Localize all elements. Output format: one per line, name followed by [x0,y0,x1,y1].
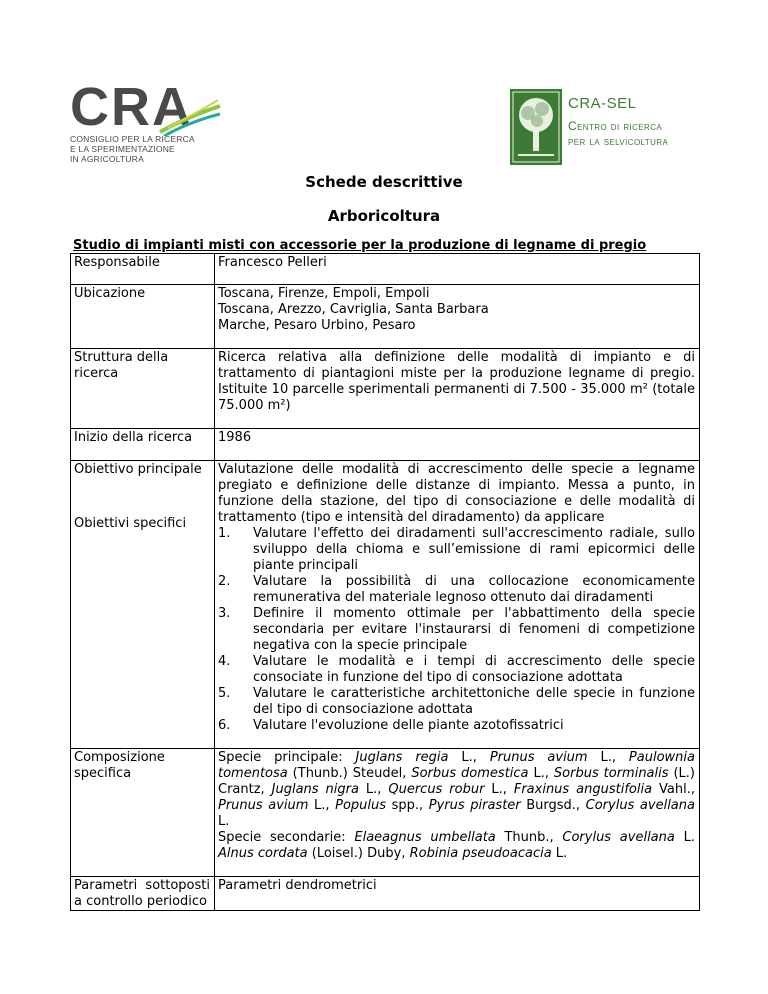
species-name: Paulownia tomentosa [218,750,695,781]
cra-sel-logo [510,89,710,165]
row-value: Francesco Pelleri [215,254,700,285]
species-author: (Loisel.) Duby, [307,846,410,861]
sel-logo-line: per la selvicoltura [568,134,669,148]
specific-objectives-list [218,526,695,734]
row-label-text: Obiettivo principale [74,462,202,477]
row-label: Struttura della ricerca [71,349,215,429]
cra-logo [70,77,220,170]
list-text: Valutare l'effetto dei diradamenti sull'accrescimento radiale, sullo sviluppo della chioma e sull’emissione di rami epicormici delle piante principali [253,526,695,573]
species-name: Alnus cordata [218,846,308,861]
tree-emblem-icon [510,89,562,165]
species-author: Thunb., [495,830,563,845]
list-number: 5. [218,686,231,701]
species-author: L. [674,830,695,845]
list-item [218,526,695,574]
species-author: L., [358,782,389,797]
species-name: Sorbus torminalis [553,766,669,781]
species-author: L., [587,750,629,765]
species-name: Juglans regia [355,750,449,765]
row-label: Inizio della ricerca [71,429,215,461]
table-row [71,749,700,877]
species-label: Specie secondarie: [218,830,355,845]
table-row [71,877,700,911]
row-value [215,749,700,877]
species-author: L., [528,766,554,781]
list-text: Definire il momento ottimale per l'abbattimento della specie secondaria per evitare l'instaurarsi di fenomeni di competizione negativa con la specie principale [253,606,695,653]
cra-logo-subtitle [70,135,195,165]
species-author: L., [484,782,514,797]
secondary-species-paragraph [218,830,695,862]
sel-logo-name: CRA-SEL [568,95,637,112]
row-label: Composizione specifica [71,749,215,877]
species-name: Sorbus domestica [411,766,529,781]
species-name: Elaeagnus umbellata [354,830,496,845]
species-name: Quercus robur [388,782,485,797]
species-label: Specie principale: [218,750,356,765]
row-value [215,461,700,749]
species-name: Juglans nigra [271,782,359,797]
table-row [71,349,700,429]
row-label: Ubicazione [71,285,215,349]
section-title: Arboricoltura [327,207,441,225]
page-title: Schede descrittive [305,173,463,191]
list-text: Valutare le modalità e i tempi di accrescimento delle specie consociate in funzione del tipo di consociazione adottata [253,654,695,685]
species-name: Fraxinus angustifolia [513,782,653,797]
row-value [215,285,700,349]
list-text: Valutare le caratteristiche architettoniche delle specie in funzione del tipo di consociazione adottata [253,686,695,717]
row-label [71,461,215,749]
species-name: Robinia pseudoacacia [409,846,552,861]
cra-logo-letters: CRA [70,77,193,137]
descriptive-sheet-table [70,253,700,911]
list-text: Valutare l'evoluzione delle piante azotofissatrici [253,718,564,733]
table-row [71,461,700,749]
species-author: (Thunb.) Steudel, [287,766,412,781]
species-author: (L.) Crantz, [218,766,695,797]
row-label: Responsabile [71,254,215,285]
species-name: Pyrus piraster [428,798,521,813]
list-number: 1. [218,526,231,541]
list-item [218,718,695,734]
species-name: Corylus avellana [585,798,695,813]
main-species-paragraph [218,750,695,830]
species-author: Burgsd., [520,798,586,813]
row-value: Ricerca relativa alla definizione delle modalità di impianto e di trattamento di piantagioni miste per la produzione legname di pregio. Istituite 10 parcelle sperimentali permanenti di 7.500 - 35.000 m² (totale 75.000 m²) [215,349,700,429]
species-name: Prunus avium [218,798,309,813]
list-number: 6. [218,718,231,733]
location-line: Toscana, Arezzo, Cavriglia, Santa Barbara [218,302,489,317]
main-objective-text: Valutazione delle modalità di accrescimento delle specie a legname pregiato e definizione delle distanze di impianto. Messa a punto, in funzione della stazione, del tipo di consociazione e delle modalità di trattamento (tipo e intensità del diradamento) da applicare [218,462,695,525]
location-line: Marche, Pesaro Urbino, Pesaro [218,318,416,333]
sel-logo-line: Centro di ricerca [568,119,663,133]
species-name: Populus [335,798,387,813]
study-title: Studio di impianti misti con accessorie per la produzione di legname di pregio [73,238,647,253]
row-label-text: Obiettivi specifici [74,516,187,531]
species-author: spp., [386,798,429,813]
cra-logo-line: CONSIGLIO PER LA RICERCA [70,134,195,144]
table-row [71,285,700,349]
location-line: Toscana, Firenze, Empoli, Empoli [218,286,430,301]
list-item [218,686,695,718]
list-item [218,654,695,686]
cra-logo-line: IN AGRICOLTURA [70,154,144,164]
species-author: L. [551,846,568,861]
row-value: 1986 [215,429,700,461]
list-item [218,574,695,606]
table-row [71,429,700,461]
cra-logo-line: E LA SPERIMENTAZIONE [70,144,175,154]
table-row [71,254,700,285]
sel-logo-subtitle [568,119,668,149]
row-value: Parametri dendrometrici [215,877,700,911]
species-author: L. [218,814,230,829]
list-number: 4. [218,654,231,669]
list-item [218,606,695,654]
species-author: Vahl., [652,782,695,797]
spacer [74,478,210,516]
list-number: 2. [218,574,231,589]
species-name: Prunus avium [489,750,588,765]
list-number: 3. [218,606,231,621]
row-label: Parametri sottoposti a controllo periodico [71,877,215,911]
species-author: L., [448,750,490,765]
species-author: L., [308,798,336,813]
list-text: Valutare la possibilità di una collocazione economicamente remunerativa del materiale legnoso ottenuto dai diradamenti [253,574,695,605]
species-name: Corylus avellana [562,830,675,845]
cra-swoosh-icon [158,92,222,136]
